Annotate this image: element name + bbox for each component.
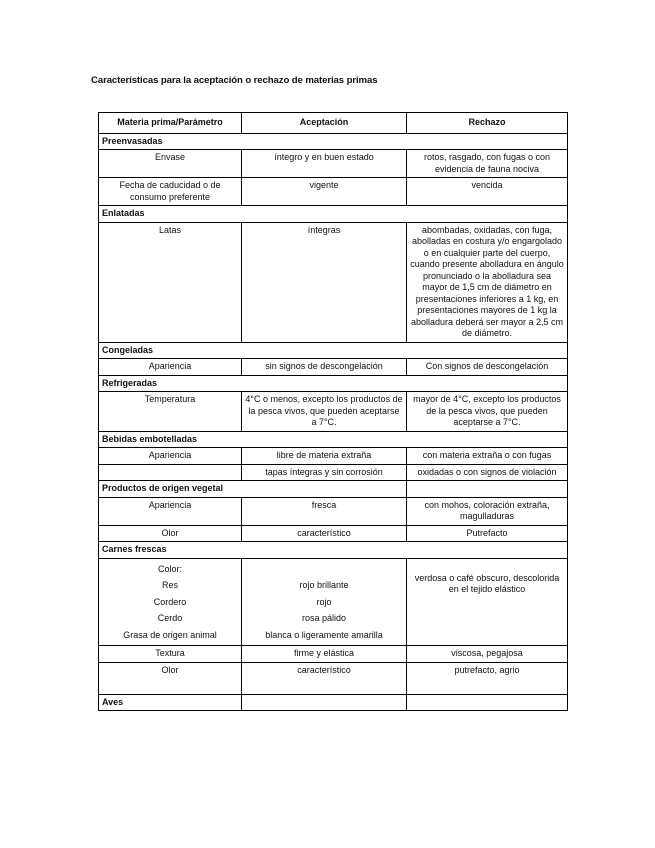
acceptance-cell: característico (242, 525, 407, 542)
section-row (99, 542, 568, 559)
param-cell: Olor (99, 662, 242, 694)
acceptance-cell: 4°C o menos, excepto los productos de la pesca vivos, que pueden aceptarse a 7°C. (242, 392, 407, 432)
acceptance-cell: tapas íntegras y sin corrosión (242, 464, 407, 481)
table-row (99, 525, 568, 542)
acceptance-cell: íntegro y en buen estado (242, 150, 407, 178)
param-cell: Apariencia (99, 448, 242, 465)
color-label: Color: (157, 563, 182, 574)
header-rechazo: Rechazo (407, 113, 568, 134)
table-row (99, 222, 568, 342)
acceptance-cell (242, 558, 407, 646)
rejection-cell: viscosa, pegajosa (407, 646, 568, 663)
section-row (99, 375, 568, 392)
rejection-cell: rotos, rasgado, con fugas o con evidencia de fauna nociva (407, 150, 568, 178)
param-cell: Fecha de caducidad o de consumo preferente (99, 178, 242, 206)
empty-cell (407, 481, 568, 498)
param-cordero: Cordero (153, 596, 187, 607)
section-aves: Aves (99, 694, 242, 711)
table-row (99, 646, 568, 663)
rejection-cell: con mohos, coloración extraña, magulladuras (407, 497, 568, 525)
section-row (99, 342, 568, 359)
section-row (99, 133, 568, 150)
acceptance-cell: característico (242, 662, 407, 694)
param-cerdo: Cerdo (157, 613, 183, 623)
acceptance-cell: vigente (242, 178, 407, 206)
page-title: Características para la aceptación o rechazo de materias primas (91, 75, 378, 86)
acceptance-cell: íntegras (242, 222, 407, 342)
table-row (99, 359, 568, 376)
param-cell: Latas (99, 222, 242, 342)
param-cell (99, 558, 242, 646)
rejection-cell: con materia extraña o con fugas (407, 448, 568, 465)
acc-cerdo: rosa pálido (301, 613, 347, 623)
rejection-cell: oxidadas o con signos de violación (407, 464, 568, 481)
acc-grasa: blanca o ligeramente amarilla (265, 629, 383, 640)
section-row (99, 694, 568, 711)
section-enlatadas: Enlatadas (99, 206, 568, 223)
param-cell: Textura (99, 646, 242, 663)
table-row (99, 392, 568, 432)
table-row (99, 448, 568, 465)
param-cell (99, 464, 242, 481)
param-grasa: Grasa de origen animal (123, 629, 217, 640)
rejection-cell: putrefacto, agrio (407, 662, 568, 694)
section-congeladas: Congeladas (99, 342, 568, 359)
section-vegetal: Productos de origen vegetal (99, 481, 407, 498)
acceptance-cell: sin signos de descongelación (242, 359, 407, 376)
table-row (99, 662, 568, 694)
acc-cordero: rojo (316, 596, 332, 607)
acc-res: rojo brillante (299, 580, 349, 590)
rejection-cell: Putrefacto (407, 525, 568, 542)
rejection-cell: abombadas, oxidadas, con fuga, abolladas en costura y/o engargolado o en cualquier parte del cuerpo, cuando presente abolladura en ángulo pronunciado o la abolladura sea mayor de 1,5 cm de diámetro en presentaciones inferiores a 1 kg, en presentaciones mayores de 1 kg la abolladura deberá ser mayor a 2,5 cm de diámetro. (407, 222, 568, 342)
header-parametro: Materia prima/Parámetro (99, 113, 242, 134)
table-row (99, 464, 568, 481)
param-cell: Apariencia (99, 359, 242, 376)
section-carnes: Carnes frescas (99, 542, 568, 559)
section-row (99, 481, 568, 498)
empty-cell (407, 694, 568, 711)
header-row (99, 113, 568, 134)
param-res: Res (161, 580, 178, 590)
empty-cell (242, 694, 407, 711)
rejection-cell: mayor de 4°C, excepto los productos de la pesca vivos, que pueden aceptarse a 7°C. (407, 392, 568, 432)
rejection-cell: vencida (407, 178, 568, 206)
acceptance-cell: libre de materia extraña (242, 448, 407, 465)
section-preenvasadas: Preenvasadas (99, 133, 568, 150)
section-refrigeradas: Refrigeradas (99, 375, 568, 392)
section-row (99, 206, 568, 223)
rejection-cell: Con signos de descongelación (407, 359, 568, 376)
section-bebidas: Bebidas embotelladas (99, 431, 568, 448)
param-cell: Apariencia (99, 497, 242, 525)
param-cell: Envase (99, 150, 242, 178)
param-cell: Olor (99, 525, 242, 542)
section-row (99, 431, 568, 448)
table-row (99, 558, 568, 646)
table-row (99, 497, 568, 525)
table-row (99, 150, 568, 178)
rejection-cell: verdosa o café obscuro, descolorida en el tejido elástico (407, 558, 568, 646)
param-cell: Temperatura (99, 392, 242, 432)
header-aceptacion: Aceptación (242, 113, 407, 134)
acceptance-cell: fresca (242, 497, 407, 525)
acceptance-cell: firme y elástica (242, 646, 407, 663)
table-row (99, 178, 568, 206)
materias-primas-table (98, 112, 568, 711)
